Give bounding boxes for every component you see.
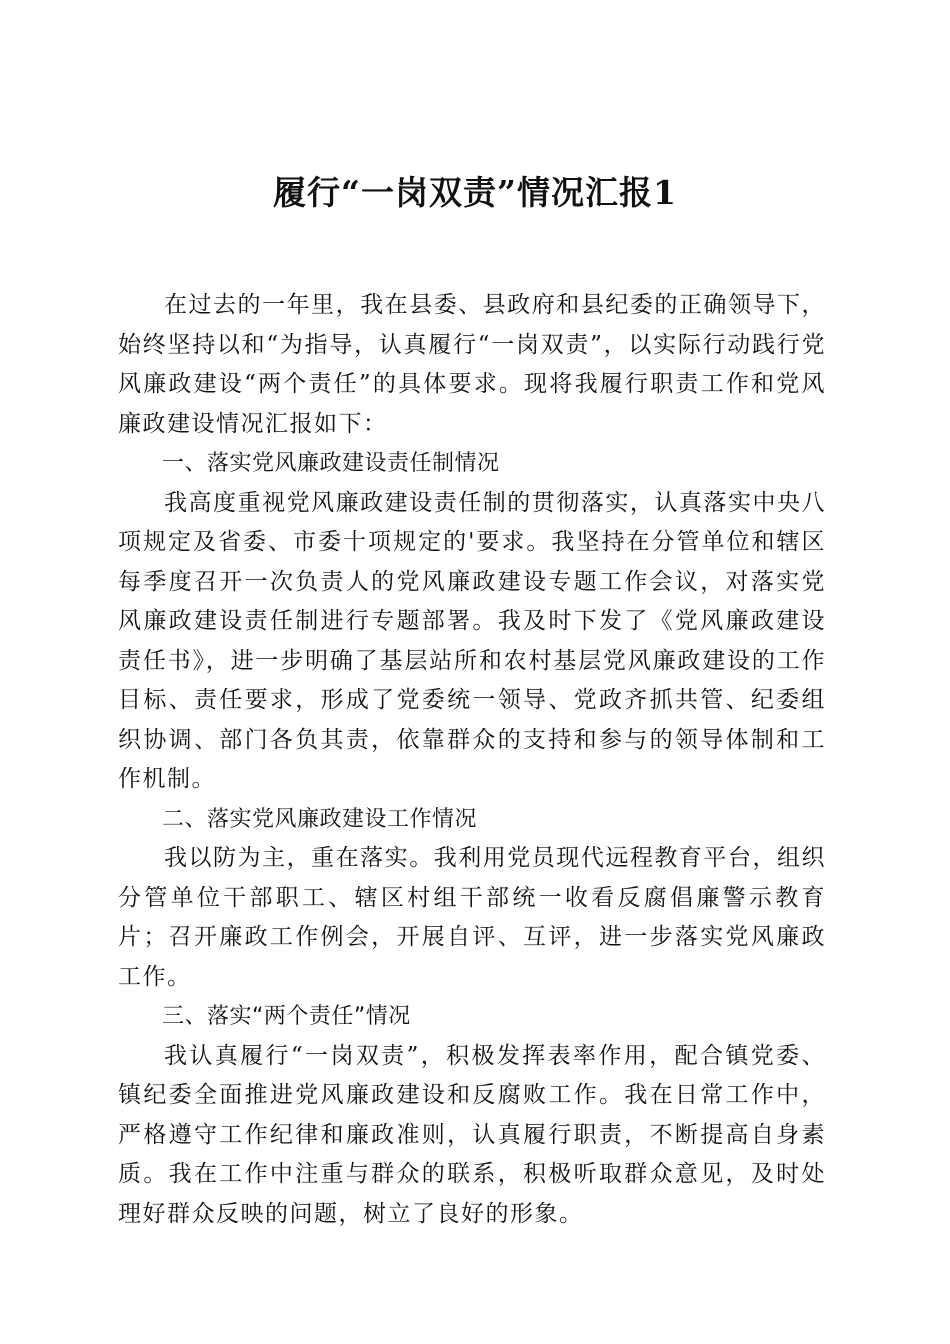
intro-paragraph: 在过去的一年里，我在县委、县政府和县纪委的正确领导下，始终坚持以和“为指导，认真履行“一岗双责”，以实际行动践行党风廉政建设“两个责任”的具体要求。现将我履行职责工作和党风廉政建设情况汇报如下： xyxy=(118,292,826,437)
section-1-paragraph: 我高度重视党风廉政建设责任制的贯彻落实，认真落实中央八项规定及省委、市委十项规定的'要求。我坚持在分管单位和辖区每季度召开一次负责人的党风廉政建设专题工作会议，对落实党风廉政建设责任制进行专题部署。我及时下发了《党风廉政建设责任书》，进一步明确了基层站所和农村基层党风廉政建设的工作目标、责任要求，形成了党委统一领导、党政齐抓共管、纪委组织协调、部门各负其责，依靠群众的支持和参与的领导体制和工作机制。 xyxy=(118,489,826,792)
section-2-heading: 二、落实党风廉政建设工作情况 xyxy=(162,806,478,832)
document-body xyxy=(118,286,826,1234)
section-3-heading: 三、落实“两个责任”情况 xyxy=(162,1004,411,1029)
document-title: 履行“一岗双责”情况汇报1 xyxy=(273,173,677,212)
section-1-heading: 一、落实党风廉政建设责任制情况 xyxy=(162,451,500,476)
section-3-paragraph: 我认真履行“一岗双责”，积极发挥表率作用，配合镇党委、镇纪委全面推进党风廉政建设和反腐败工作。我在日常工作中，严格遵守工作纪律和廉政准则，认真履行职责，不断提高自身素质。我在工作中注重与群众的联系，积极听取群众意见，及时处理好群众反映的问题，树立了良好的形象。 xyxy=(118,1042,826,1227)
section-2-paragraph: 我以防为主，重在落实。我利用党员现代远程教育平台，组织分管单位干部职工、辖区村组干部统一收看反腐倡廉警示教育片；召开廉政工作例会，开展自评、互评，进一步落实党风廉政工作。 xyxy=(118,845,826,990)
